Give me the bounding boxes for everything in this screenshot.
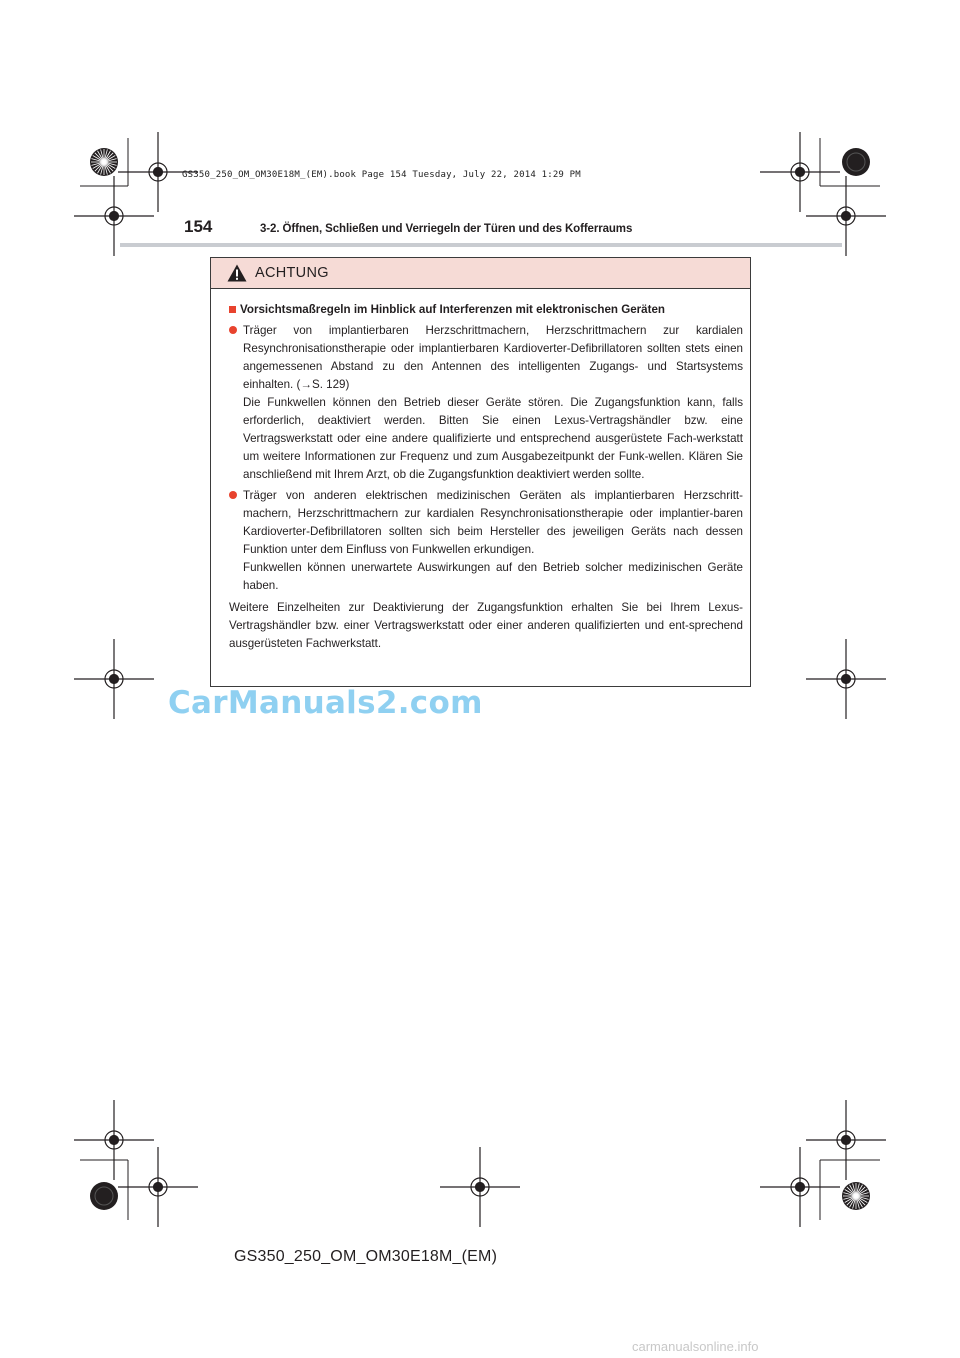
starburst-mark-icon — [90, 148, 118, 176]
registration-mark-icon — [806, 1100, 886, 1180]
ring-mark-icon — [842, 148, 870, 176]
warning-body — [211, 289, 750, 653]
registration-mark-icon — [806, 639, 886, 719]
warning-header — [211, 258, 750, 289]
page-number: 154 — [184, 217, 213, 236]
round-bullet-icon — [229, 326, 237, 334]
starburst-mark-icon — [842, 1182, 870, 1210]
print-header: GS350_250_OM_OM30E18M_(EM).book Page 154 Tuesday, July 22, 2014 1:29 PM — [182, 170, 581, 180]
bullet-paragraph: Träger von anderen elektrischen medizinischen Geräten als implantierbaren Herzschritt-machern, Herzschrittmachern zur kardialen Resynchronisationstherapie oder implantier-baren Kardioverter-Defibrillatoren sollten sich beim Hersteller des jeweiligen Geräts nach dessen Funktion unter dem Einfluss von Funkwellen erkundigen. — [243, 489, 743, 556]
bullet-paragraph: Träger von implantierbaren Herzschrittmachern, Herzschrittmachern zur kardialen Resynchronisationstherapie oder implantierbaren Kardioverter-Defibrillatoren sollten stets einen angemessenen Abstand zu den Antennen des intelligenten Zugangs- und Startsystems einhalten. (→S. 129) — [243, 324, 743, 391]
warning-box — [210, 257, 751, 687]
registration-mark-icon — [74, 639, 154, 719]
registration-mark-icon — [440, 1147, 520, 1227]
section-heading — [229, 301, 743, 319]
bullet-item — [229, 322, 743, 484]
registration-mark-icon — [760, 1147, 840, 1227]
bullet-item — [229, 487, 743, 595]
registration-mark-icon — [74, 1100, 154, 1180]
bullet-paragraph: Funkwellen können unerwartete Auswirkungen auf den Betrieb solcher medizinischen Geräte haben. — [243, 561, 743, 592]
section-title: Vorsichtsmaßregeln im Hinblick auf Interferenzen mit elektronischen Geräten — [240, 303, 666, 316]
round-bullet-icon — [229, 491, 237, 499]
closing-paragraph: Weitere Einzelheiten zur Deaktivierung der Zugangsfunktion erhalten Sie bei Ihrem Lexus-Vertragshändler bzw. einer Vertragswerkstatt oder einer anderen qualifizierten und ent-sprechend ausgerüsteten Fachwerkstatt. — [229, 601, 743, 650]
chapter-title: 3-2. Öffnen, Schließen und Verriegeln der Türen und des Kofferraums — [260, 223, 633, 235]
header-rule — [120, 243, 842, 247]
square-bullet-icon — [229, 306, 236, 313]
watermark-text: CarManuals2.com — [168, 685, 483, 721]
ring-mark-icon — [90, 1182, 118, 1210]
footer-code: GS350_250_OM_OM30E18M_(EM) — [234, 1248, 498, 1265]
warning-title: ACHTUNG — [255, 265, 329, 281]
registration-mark-icon — [118, 1147, 198, 1227]
bullet-paragraph: Die Funkwellen können den Betrieb dieser Geräte stören. Die Zugangsfunktion kann, falls erforderlich, deaktiviert werden. Bitten Sie einen Lexus-Vertragshändler bzw. eine Vertragswerkstatt oder eine andere qualifizierte und entsprechend ausgerüstete Fach-werkstatt um weitere Informationen zur Frequenz und zum Ausgabezeitpunkt der Funk-wellen. Klären Sie anschließend mit Ihrem Arzt, ob die Zugangsfunktion deaktiviert werden sollte. — [243, 396, 743, 481]
bottom-watermark: carmanualsonline.info — [632, 1339, 759, 1354]
registration-mark-icon — [760, 132, 840, 212]
warning-triangle-icon — [227, 264, 247, 282]
